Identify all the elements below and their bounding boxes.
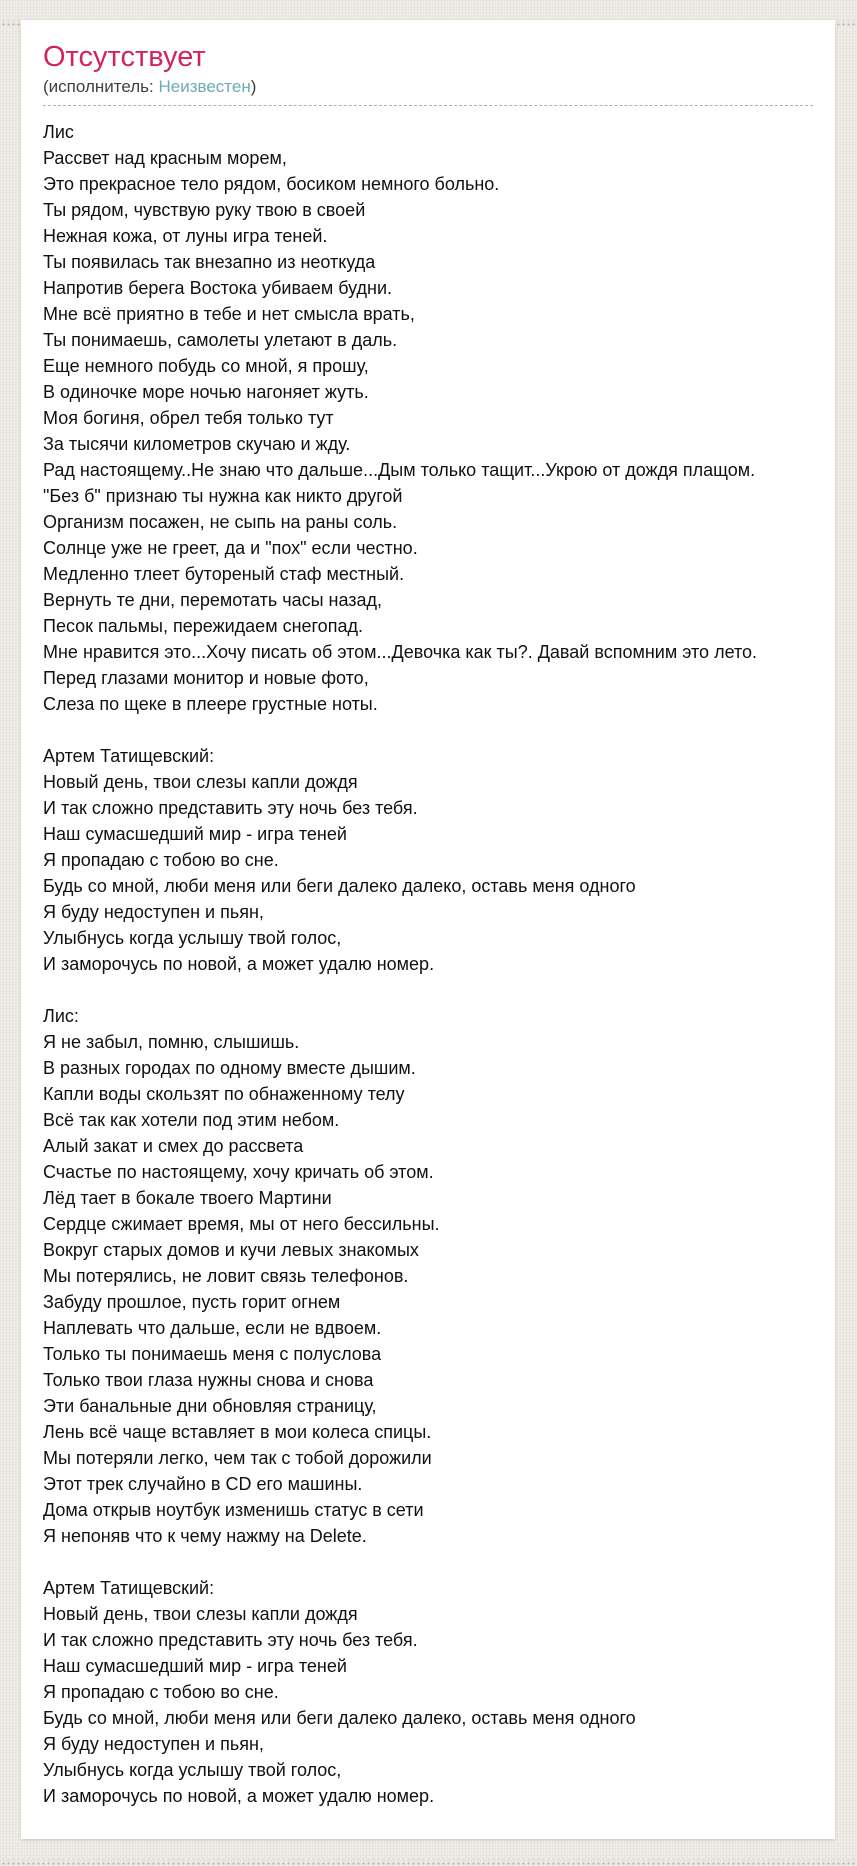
lyric-line: И так сложно представить эту ночь без тебя.: [43, 798, 418, 818]
lyric-line: Нежная кожа, от луны игра теней.: [43, 226, 328, 246]
lyric-line: Забуду прошлое, пусть горит огнем: [43, 1292, 341, 1312]
lyric-line: За тысячи километров скучаю и жду.: [43, 434, 351, 454]
lyric-line: Эти банальные дни обновляя страницу,: [43, 1396, 377, 1416]
lyric-line: Лис:: [43, 1006, 79, 1026]
artist-label-prefix: (исполнитель:: [43, 77, 159, 96]
lyric-line: Организм посажен, не сыпь на раны соль.: [43, 512, 398, 532]
lyric-line: Счастье по настоящему, хочу кричать об этом.: [43, 1162, 434, 1182]
lyric-line: Артем Татищевский:: [43, 1578, 215, 1598]
lyric-line: В разных городах по одному вместе дышим.: [43, 1058, 416, 1078]
lyric-line: Будь со мной, люби меня или беги далеко далеко, оставь меня одного: [43, 1708, 636, 1728]
lyric-line: Мне нравится это...Хочу писать об этом...Девочка как ты?. Давай вспомним это лето.: [43, 642, 758, 662]
lyric-line: Дома открыв ноутбук изменишь статус в сети: [43, 1500, 424, 1520]
lyric-line: Наш сумасшедший мир - игра теней: [43, 824, 347, 844]
artist-line: [43, 76, 813, 98]
lyric-line: Мы потеряли легко, чем так с тобой дорожили: [43, 1448, 432, 1468]
lyric-line: Улыбнусь когда услышу твой голос,: [43, 928, 342, 948]
page: [0, 20, 857, 1866]
lyric-line: Мы потерялись, не ловит связь телефонов.: [43, 1266, 409, 1286]
lyric-line: Новый день, твои слезы капли дождя: [43, 772, 358, 792]
lyric-line: Я непоняв что к чему нажму на Delete.: [43, 1526, 367, 1546]
lyric-line: Лень всё чаще вставляет в мои колеса спицы.: [43, 1422, 432, 1442]
lyric-line: Только твои глаза нужны снова и снова: [43, 1370, 374, 1390]
lyric-line: [43, 1549, 813, 1575]
lyric-line: Ты рядом, чувствую руку твою в своей: [43, 200, 366, 220]
lyric-line: Ты появилась так внезапно из неоткуда: [43, 252, 376, 272]
lyric-line: Артем Татищевский:: [43, 746, 215, 766]
lyric-line: Наплевать что дальше, если не вдвоем.: [43, 1318, 382, 1338]
lyric-line: Я буду недоступен и пьян,: [43, 1734, 264, 1754]
lyric-line: [43, 977, 813, 1003]
lyric-line: Еще немного побудь со мной, я прошу,: [43, 356, 369, 376]
lyric-line: Алый закат и смех до рассвета: [43, 1136, 304, 1156]
lyric-line: Я пропадаю с тобою во сне.: [43, 1682, 279, 1702]
lyric-line: Слеза по щеке в плеере грустные ноты.: [43, 694, 378, 714]
lyric-line: Солнце уже не греет, да и "пох" если честно.: [43, 538, 418, 558]
lyric-line: И заморочусь по новой, а может удалю номер.: [43, 954, 435, 974]
lyric-line: Это прекрасное тело рядом, босиком немного больно.: [43, 174, 500, 194]
lyric-line: Лис: [43, 122, 74, 142]
artist-link[interactable]: Неизвестен: [158, 77, 251, 96]
lyrics-card: [21, 20, 835, 1839]
lyric-line: Моя богиня, обрел тебя только тут: [43, 408, 334, 428]
lyric-line: Я пропадаю с тобою во сне.: [43, 850, 279, 870]
lyric-line: Я не забыл, помню, слышишь.: [43, 1032, 300, 1052]
lyric-line: Я буду недоступен и пьян,: [43, 902, 264, 922]
lyric-line: Этот трек случайно в CD его машины.: [43, 1474, 363, 1494]
lyrics-text: [43, 119, 813, 1809]
artist-label-suffix: ): [250, 77, 257, 96]
lyric-line: И так сложно представить эту ночь без тебя.: [43, 1630, 418, 1650]
lyric-line: Рассвет над красным морем,: [43, 148, 287, 168]
lyric-line: Песок пальмы, пережидаем снегопад.: [43, 616, 363, 636]
lyric-line: И заморочусь по новой, а может удалю номер.: [43, 1786, 435, 1806]
lyric-line: Вернуть те дни, перемотать часы назад,: [43, 590, 383, 610]
lyric-line: Будь со мной, люби меня или беги далеко далеко, оставь меня одного: [43, 876, 636, 896]
lyric-line: Мне всё приятно в тебе и нет смысла врать,: [43, 304, 415, 324]
lyric-line: Сердце сжимает время, мы от него бессильны.: [43, 1214, 440, 1234]
lyric-line: Лёд тает в бокале твоего Мартини: [43, 1188, 332, 1208]
lyric-line: "Без б" признаю ты нужна как никто другой: [43, 486, 403, 506]
lyric-line: Вокруг старых домов и кучи левых знакомых: [43, 1240, 419, 1260]
lyric-line: Всё так как хотели под этим небом.: [43, 1110, 340, 1130]
dashed-separator: [43, 105, 813, 106]
lyric-line: Ты понимаешь, самолеты улетают в даль.: [43, 330, 398, 350]
lyric-line: Медленно тлеет бутореный стаф местный.: [43, 564, 405, 584]
lyric-line: Рад настоящему..Не знаю что дальше...Дым только тащит...Укрою от дождя плащом.: [43, 460, 756, 480]
lyric-line: Только ты понимаешь меня с полуслова: [43, 1344, 382, 1364]
song-title: Отсутствует: [43, 41, 206, 73]
lyric-line: Напротив берега Востока убиваем будни.: [43, 278, 393, 298]
lyric-line: Наш сумасшедший мир - игра теней: [43, 1656, 347, 1676]
lyric-line: [43, 717, 813, 743]
lyric-line: Капли воды скользят по обнаженному телу: [43, 1084, 405, 1104]
lyric-line: Перед глазами монитор и новые фото,: [43, 668, 369, 688]
lyric-line: Улыбнусь когда услышу твой голос,: [43, 1760, 342, 1780]
lyric-line: В одиночке море ночью нагоняет жуть.: [43, 382, 369, 402]
lyric-line: Новый день, твои слезы капли дождя: [43, 1604, 358, 1624]
